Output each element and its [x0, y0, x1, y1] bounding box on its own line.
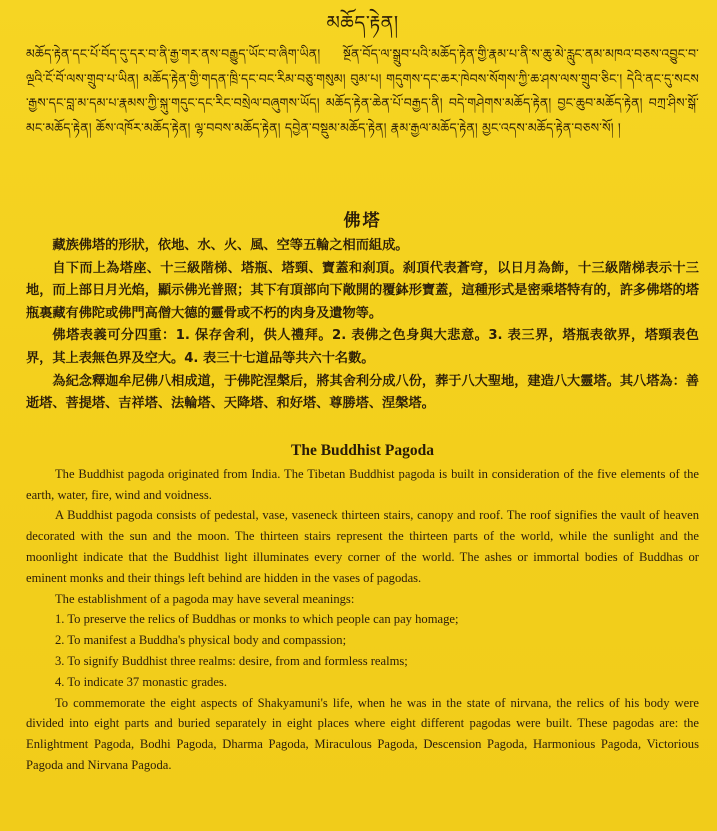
chinese-title: 佛塔 — [343, 211, 382, 231]
english-paragraph-4: To commemorate the eight aspects of Shakyamuni's life, when he was in the state of nirvana, the relics of his body were divided into eight parts and buried separately in eight places where eight different pagodas were built. These pagodas are: the Enlightment Pagoda, Bodhi Pagoda, Dharma Pagoda, Miraculous Pagoda, Descension Pagoda, Harmonious Pagoda, Victorious Pagoda and Nirvana Pagoda. — [26, 695, 699, 772]
chinese-paragraph-2: 自下而上為塔座、十三級階梯、塔瓶、塔頸、寶蓋和刹頂。刹頂代表蒼穹，以日月為飾，十三級階梯表示十三地，而上部日月光焰，顯示佛光普照；其下有頂部向下敞開的覆鉢形寶蓋，這種形式是密乘塔特有的，許多佛塔的塔瓶裏藏有佛陀或佛門高僧大德的靈骨或不朽的肉身及遺物等。 — [26, 260, 699, 321]
english-list-item-4: 4. To indicate 37 monastic grades. — [54, 674, 227, 689]
english-paragraph-2: A Buddhist pagoda consists of pedestal, vase, vaseneck thirteen stairs, canopy and roof. The roof signifies the vault of heaven decorated with the sun and the moon. The thirteen stairs represent the thirteen parts of the world, while the sunlight and the moonlight indicate that the Buddhist light illuminates every corner of the world. The ashes or immortal bodies of Buddhas or eminent monks and their things left behind are hidden in the vases of pagodas. — [26, 508, 699, 585]
tibetan-title: མཆོད་རྟེན། — [326, 12, 399, 34]
chinese-paragraph-4: 為紀念釋迦牟尼佛八相成道，于佛陀涅槃后，將其舍利分成八份，葬于八大聖地，建造八大靈塔。其八塔為：善逝塔、菩提塔、吉祥塔、法輪塔、天降塔、和好塔、尊勝塔、涅槃塔。 — [26, 373, 699, 412]
english-title: The Buddhist Pagoda — [291, 441, 434, 459]
tibetan-paragraph: མཆོད་རྟེན་དང་པོ་བོད་དུ་དར་བ་ནི་རྒྱ་གར་ནས་བརྒྱུད་ཡོང་བ་ཞིག་ཡིན། སྔོན་བོད་ལ་སྒྲུབ་པའི་མཆོད་རྟེན་གྱི་རྣམ་པ་ནི་ས་ཆུ་མེ་རླུང་ནམ་མཁའ་བཅས་འབྱུང་བ་ལྔའི་ངོ་བོ་ལས་གྲུབ་པ་ཡིན། མཆོད་རྟེན་གྱི་གདན་ཁྲི་དང་བང་རིམ་བཅུ་གསུམ། བུམ་པ། གདུགས་དང་ཆར་ཁེབས་སོགས་ཀྱི་ཆ་ཤས་ལས་གྲུབ་ཅིང་། དེའི་ནང་དུ་སངས་རྒྱས་དང་བླ་མ་དམ་པ་རྣམས་ཀྱི་སྐུ་གདུང་དང་རིང་བསྲེལ་བཞུགས་ཡོད། མཆོད་རྟེན་ཆེན་པོ་བརྒྱད་ནི། བདེ་གཤེགས་མཆོད་རྟེན། བྱང་ཆུབ་མཆོད་རྟེན། བཀྲ་ཤིས་སྒོ་མང་མཆོད་རྟེན། ཆོས་འཁོར་མཆོད་རྟེན། ལྷ་བབས་མཆོད་རྟེན། དབྱེན་བསྡུམ་མཆོད་རྟེན། རྣམ་རྒྱལ་མཆོད་རྟེན། མྱང་འདས་མཆོད་རྟེན་བཅས་སོ། ། — [26, 46, 699, 135]
english-body — [26, 464, 699, 776]
english-list-item-3: 3. To signify Buddhist three realms: desire, from and formless realms; — [54, 653, 408, 668]
english-paragraph-3: The establishment of a pagoda may have several meanings: — [54, 591, 355, 606]
english-paragraph-1: The Buddhist pagoda originated from India. The Tibetan Buddhist pagoda is built in consideration of the five elements of the earth, water, fire, wind and voidness. — [26, 466, 699, 502]
english-list-item-1: 1. To preserve the relics of Buddhas or monks to which people can pay homage; — [54, 612, 459, 627]
chinese-body — [26, 235, 699, 416]
chinese-paragraph-3: 佛塔表義可分四重：1. 保存舍利，供人禮拜。2. 表佛之色身與大悲意。3. 表三界，塔瓶表欲界，塔頸表色界，其上表無色界及空大。4. 表三十七道品等共六十名數。 — [26, 328, 699, 366]
english-list-item-2: 2. To manifest a Buddha's physical body and compassion; — [54, 633, 347, 648]
chinese-paragraph-1: 藏族佛塔的形狀，依地、水、火、風、空等五輪之相而組成。 — [52, 238, 409, 253]
